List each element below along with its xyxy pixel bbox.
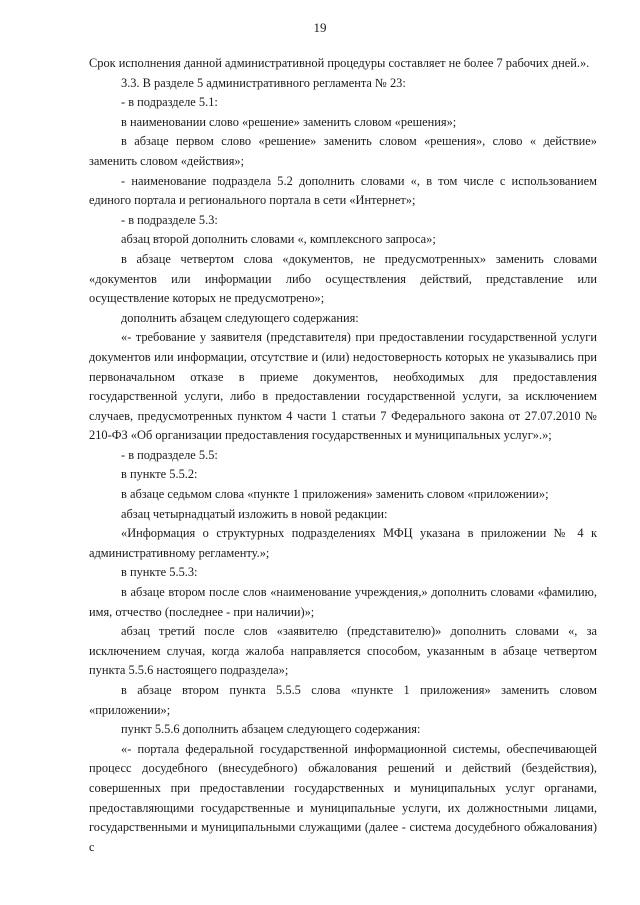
paragraph: абзац второй дополнить словами «, комплексного запроса»; [121,232,436,247]
paragraph: - в подразделе 5.1: [121,95,218,110]
paragraph: абзац четырнадцатый изложить в новой редакции: [121,506,388,521]
paragraph: - в подразделе 5.5: [121,447,218,462]
paragraph: в пункте 5.5.3: [121,565,198,580]
paragraph: в наименовании слово «решение» заменить словом «решения»; [121,114,457,129]
paragraph: - наименование подраздела 5.2 дополнить словами «, в том числе с использованием единого портала и регионального портала в сети «Интернет»; [89,173,597,208]
paragraph: пункт 5.5.6 дополнить абзацем следующего содержания: [121,722,421,737]
paragraph: «- требование у заявителя (представителя) при предоставлении государственной услуги документов или информации, отсутствие и (или) недостоверность которых не указывались при первоначальном отказе в приеме документов, необходимых для предоставления государственной услуги, либо в предоставлении государственной услуги, за исключением случаев, предусмотренных пунктом 4 части 1 статьи 7 Федерального закона от 27.07.2010 № 210-ФЗ «Об организации предоставления государственных и муниципальных услуг».»; [89,330,597,443]
document-body [89,54,597,857]
paragraph: абзац третий после слов «заявителю (представителю)» дополнить словами «, за исключением случая, когда жалоба направляется способом, указанным в абзаце четвертом пункта 5.5.6 настоящего подраздела»; [89,624,597,678]
page-number: 19 [313,20,327,35]
paragraph: Срок исполнения данной административной процедуры составляет не более 7 рабочих дней.». [89,56,590,70]
paragraph: в абзаце седьмом слова «пункте 1 приложения» заменить словом «приложении»; [121,487,549,502]
paragraph: в абзаце первом слово «решение» заменить словом «решения», слово « действие» заменить словом «действия»; [89,134,597,168]
paragraph: в абзаце втором после слов «наименование учреждения,» дополнить словами «фамилию, имя, отчество (последнее - при наличии)»; [89,585,597,619]
paragraph: «Информация о структурных подразделениях МФЦ указана в приложении № 4 к административному регламенту.»; [89,526,597,560]
paragraph: дополнить абзацем следующего содержания: [121,310,359,325]
paragraph: 3.3. В разделе 5 административного регламента № 23: [121,75,406,90]
paragraph: - в подразделе 5.3: [121,212,218,227]
paragraph: «- портала федеральной государственной информационной системы, обеспечивающей процесс досудебного (внесудебного) обжалования решений и действий (бездействия), совершенных при предоставлении государственных и муниципальных услуг органами, предоставляющими государственные и муниципальные услуги, их должностными лицами, государственными и муниципальными служащими (далее - система досудебного обжалования) с [89,741,597,854]
paragraph: в абзаце четвертом слова «документов, не предусмотренных» заменить словами «документов или информации либо осуществления действий, представление или осуществление которых не предусмотрено»; [89,251,597,306]
paragraph: в абзаце втором пункта 5.5.5 слова «пункте 1 приложения» заменить словом «приложении»; [89,683,597,717]
paragraph: в пункте 5.5.2: [121,467,198,482]
